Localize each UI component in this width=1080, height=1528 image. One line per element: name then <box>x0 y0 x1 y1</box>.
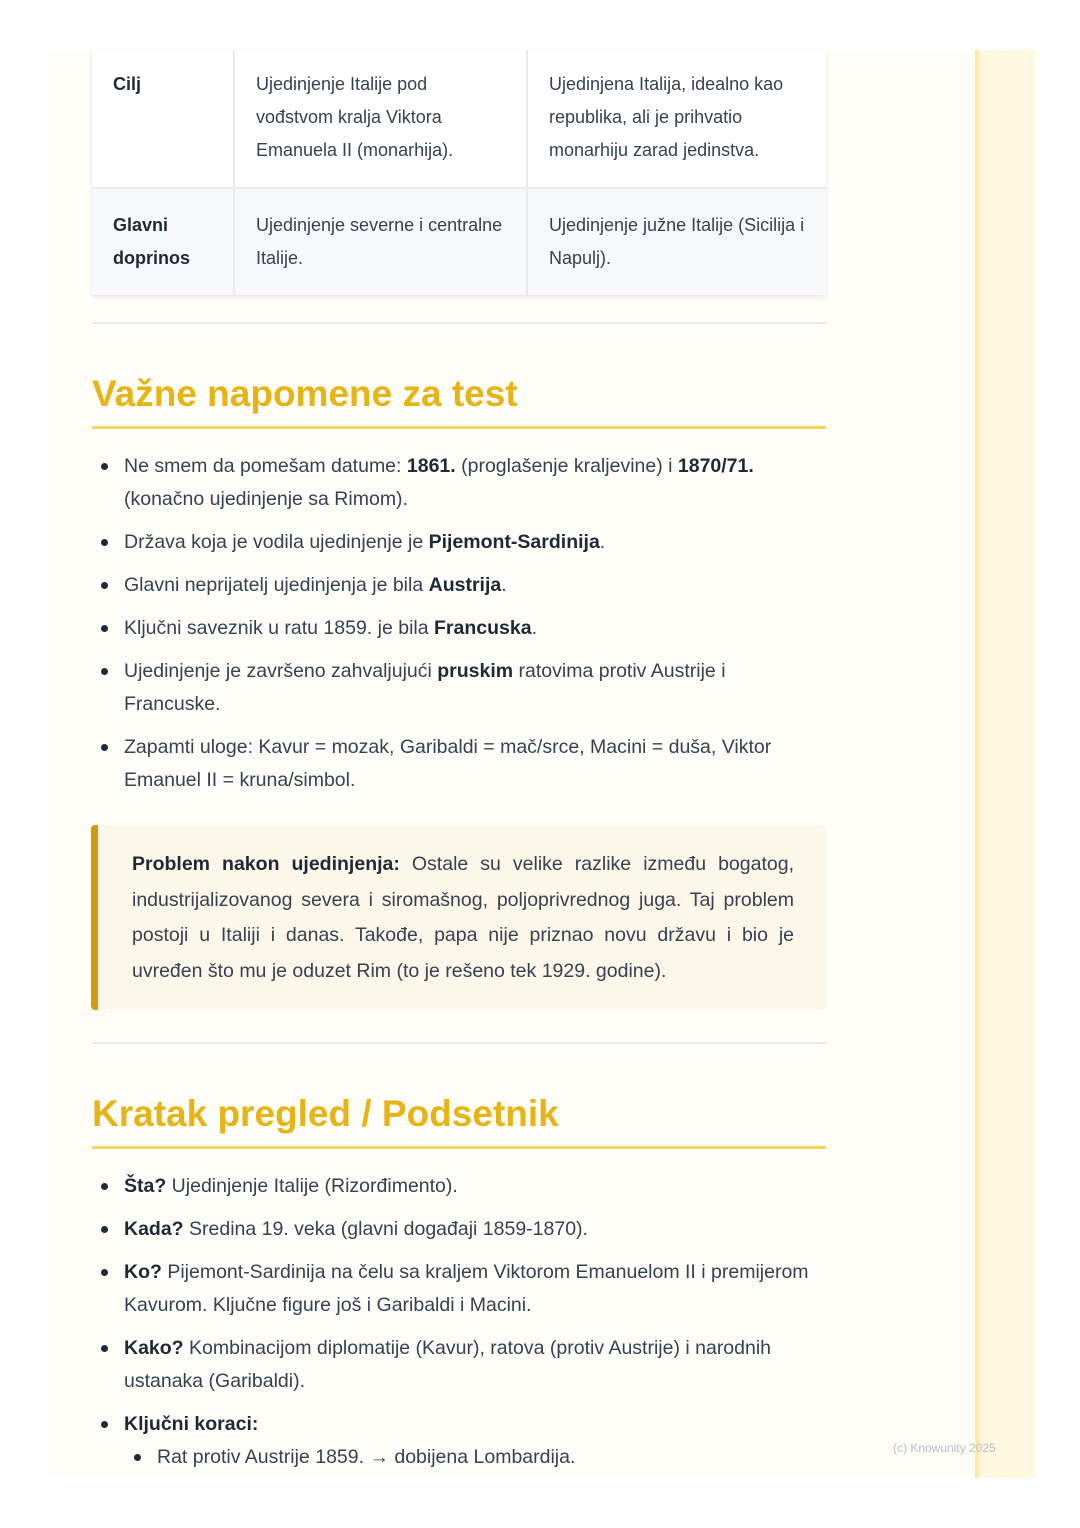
row-header: Cilj <box>92 50 234 188</box>
table-cell: Ujedinjenje južne Italije (Sicilija i Napulj). <box>527 188 826 295</box>
list-item: Kako? Kombinacijom diplomatije (Kavur), ratova (protiv Austrije) i narodnih ustanaka (Garibaldi). <box>92 1332 826 1398</box>
sub-list-item: Rat protiv Austrije 1859. → dobijena Lombardija. <box>124 1441 826 1474</box>
table-cell: Ujedinjena Italija, idealno kao republika, ali je prihvatio monarhiju zarad jedinstva. <box>527 50 826 188</box>
callout-box <box>91 825 826 1010</box>
list-item: Ne smem da pomešam datume: 1861. (proglašenje kraljevine) i 1870/71. (konačno ujedinjenje sa Rimom). <box>92 450 826 516</box>
row-header: Glavni doprinos <box>92 188 234 295</box>
copyright-text: (c) Knowunity 2025 <box>893 1441 996 1455</box>
list-item: Zapamti uloge: Kavur = mozak, Garibaldi = mač/srce, Macini = duša, Viktor Emanuel II = kruna/simbol. <box>92 731 826 797</box>
callout-label: Problem nakon ujedinjenja: <box>132 853 400 875</box>
list-item: Ključni koraci: Rat protiv Austrije 1859. → dobijena Lombardija. <box>92 1408 826 1474</box>
section-divider <box>92 322 826 324</box>
list-item: Kada? Sredina 19. veka (glavni događaji 1859-1870). <box>92 1213 826 1246</box>
list-item: Ko? Pijemont-Sardinija na čelu sa kraljem Viktorom Emanuelom II i premijerom Kavurom. Ključne figure još i Garibaldi i Macini. <box>92 1256 826 1322</box>
list-item: Ujedinjenje je završeno zahvaljujući pruskim ratovima protiv Austrije i Francuske. <box>92 655 826 721</box>
table-row <box>92 50 826 188</box>
section-title-summary: Kratak pregled / Podsetnik <box>92 1092 826 1149</box>
list-item: Država koja je vodila ujedinjenje je Pijemont-Sardinija. <box>92 526 826 559</box>
table-cell: Ujedinjenje severne i centralne Italije. <box>234 188 527 295</box>
table-row <box>92 188 826 295</box>
sub-list <box>124 1441 826 1474</box>
table-cell: Ujedinjenje Italije pod vođstvom kralja Viktora Emanuela II (monarhija). <box>234 50 527 188</box>
right-margin-rail <box>975 50 1035 1478</box>
list-item: Glavni neprijatelj ujedinjenja je bila Austrija. <box>92 569 826 602</box>
list-item: Ključni saveznik u ratu 1859. je bila Francuska. <box>92 612 826 645</box>
section-divider <box>92 1042 826 1044</box>
test-notes-list <box>92 450 826 807</box>
list-item: Šta? Ujedinjenje Italije (Rizorđimento). <box>92 1170 826 1203</box>
summary-list <box>92 1170 826 1484</box>
callout-text: Ostale su velike razlike između bogatog, industrijalizovanog severa i siromašnog, poljoprivrednog juga. Taj problem postoji u Italiji i danas. Takođe, papa nije priznao novu državu i bio je uvređen što mu je oduzet Rim (to je rešeno tek 1929. godine). <box>132 853 794 982</box>
section-title-test-notes: Važne napomene za test <box>92 372 826 429</box>
comparison-table <box>92 50 826 295</box>
